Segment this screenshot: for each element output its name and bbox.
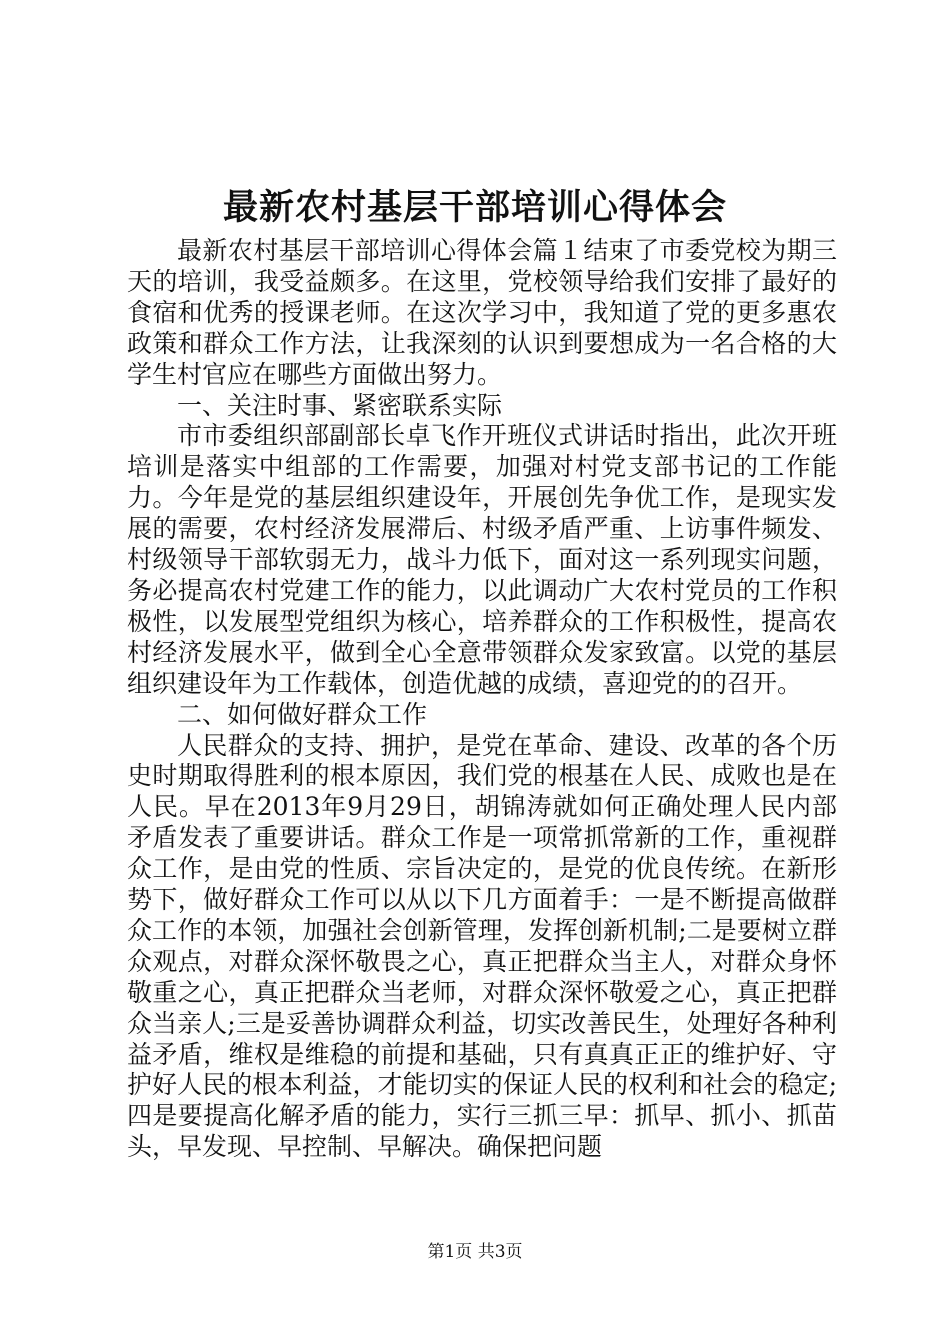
document-title: 最新农村基层干部培训心得体会 <box>222 187 727 228</box>
section-heading-2: 二、如何做好群众工作 <box>177 699 428 729</box>
page-footer: 第1页 共3页 <box>427 1242 523 1262</box>
section-heading-1: 一、关注时事、紧密联系实际 <box>177 390 503 420</box>
document-body <box>127 236 837 1163</box>
section-1-paragraph: 市市委组织部副部长卓飞作开班仪式讲话时指出，此次开班培训是落实中组部的工作需要，加强对村党支部书记的工作能力。今年是党的基层组织建设年，开展创先争优工作，是现实发展的需要，农村经济发展滞后、村级矛盾严重、上访事件频发、村级领导干部软弱无力，战斗力低下，面对这一系列现实问题，务必提高农村党建工作的能力，以此调动广大农村党员的工作积极性，以发展型党组织为核心，培养群众的工作积极性，提高农村经济发展水平，做到全心全意带领群众发家致富。以党的基层组织建设年为工作载体，创造优越的成绩，喜迎党的的召开。 <box>127 421 837 698</box>
intro-paragraph: 最新农村基层干部培训心得体会篇１结束了市委党校为期三天的培训，我受益颇多。在这里，党校领导给我们安排了最好的食宿和优秀的授课老师。在这次学习中，我知道了党的更多惠农政策和群众工作方法，让我深刻的认识到要想成为一名合格的大学生村官应在哪些方面做出努力。 <box>127 236 837 389</box>
section-2-paragraph: 人民群众的支持、拥护，是党在革命、建设、改革的各个历史时期取得胜利的根本原因，我们党的根基在人民、成败也是在人民。早在2013年9月29日，胡锦涛就如何正确处理人民内部矛盾发表了重要讲话。群众工作是一项常抓常新的工作，重视群众工作，是由党的性质、宗旨决定的，是党的优良传统。在新形势下，做好群众工作可以从以下几方面着手：一是不断提高做群众工作的本领，加强社会创新管理，发挥创新机制;二是要树立群众观点，对群众深怀敬畏之心，真正把群众当主人，对群众身怀敬重之心，真正把群众当老师，对群众深怀敬爱之心，真正把群众当亲人;三是妥善协调群众利益，切实改善民生，处理好各种利益矛盾，维权是维稳的前提和基础，只有真真正正的维护好、守护好人民的根本利益，才能切实的保证人民的权利和社会的稳定;四是要提高化解矛盾的能力，实行三抓三早：抓早、抓小、抓苗头，早发现、早控制、早解决。确保把问题 <box>127 730 837 1162</box>
